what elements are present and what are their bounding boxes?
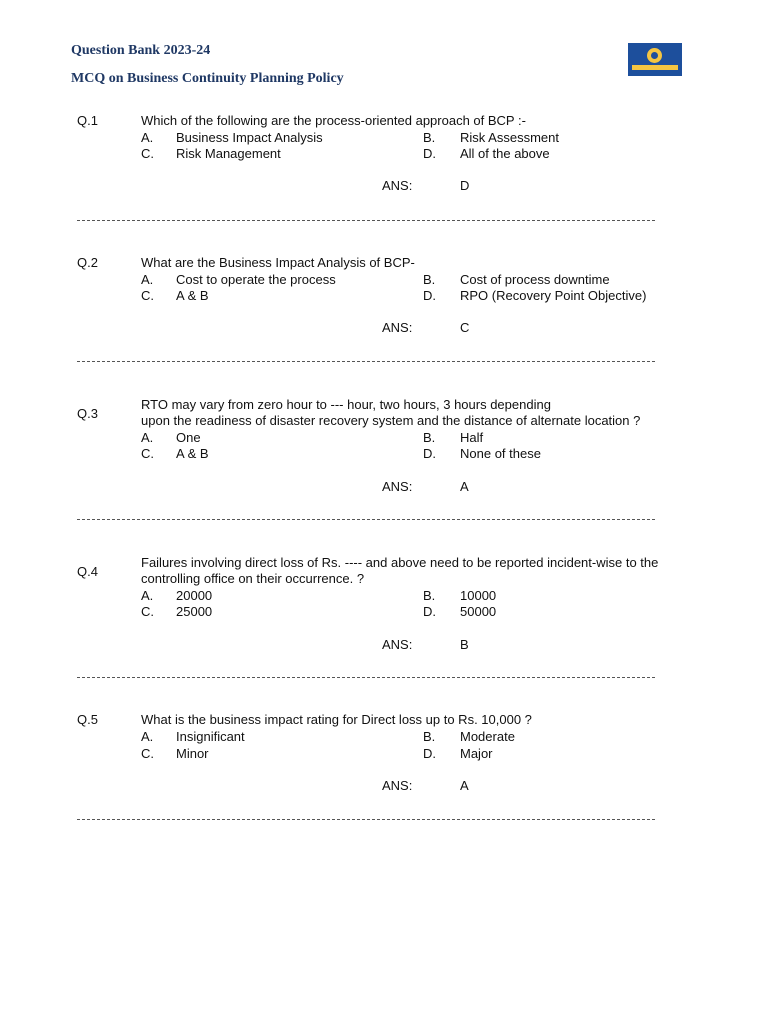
answer-value: B: [460, 637, 469, 652]
option-letter: C.: [141, 288, 154, 303]
option-c: 25000: [176, 604, 213, 619]
answer-label: ANS:: [382, 178, 413, 193]
answer-label: ANS:: [382, 637, 413, 652]
option-b: Half: [460, 430, 484, 445]
option-letter: C.: [141, 604, 154, 619]
option-letter: A.: [141, 130, 154, 145]
option-d: 50000: [460, 604, 497, 619]
option-letter: D.: [423, 446, 436, 461]
option-d: None of these: [460, 446, 541, 461]
question-text: Which of the following are the process-oriented approach of BCP :-: [141, 113, 526, 128]
question-number: Q.1: [77, 113, 98, 128]
option-d: Major: [460, 746, 493, 761]
option-letter: B.: [423, 729, 436, 744]
option-d: All of the above: [460, 146, 550, 161]
option-b: Risk Assessment: [460, 130, 559, 145]
question-text: What is the business impact rating for Direct loss up to Rs. 10,000 ?: [141, 712, 532, 727]
question-text-line-2: controlling office on their occurrence. ?: [141, 571, 365, 586]
section-divider: [77, 677, 655, 678]
option-letter: A.: [141, 729, 154, 744]
option-letter: A.: [141, 588, 154, 603]
answer-value: D: [460, 178, 470, 193]
option-c: Risk Management: [176, 146, 281, 161]
question-number: Q.4: [77, 564, 98, 579]
answer-label: ANS:: [382, 479, 413, 494]
answer-value: A: [460, 479, 469, 494]
section-divider: [77, 819, 655, 820]
section-divider: [77, 220, 655, 221]
option-letter: A.: [141, 430, 154, 445]
question-number: Q.3: [77, 406, 98, 421]
bank-logo-icon: [628, 43, 682, 76]
option-letter: B.: [423, 272, 436, 287]
option-c: A & B: [176, 446, 209, 461]
option-letter: B.: [423, 588, 436, 603]
option-a: One: [176, 430, 201, 445]
answer-value: A: [460, 778, 469, 793]
answer-label: ANS:: [382, 320, 413, 335]
option-letter: D.: [423, 288, 436, 303]
option-b: 10000: [460, 588, 497, 603]
option-letter: B.: [423, 430, 436, 445]
option-a: 20000: [176, 588, 213, 603]
document-subtitle: MCQ on Business Continuity Planning Policy: [71, 71, 344, 86]
option-b: Moderate: [460, 729, 515, 744]
option-letter: D.: [423, 746, 436, 761]
option-a: Insignificant: [176, 729, 245, 744]
document-title: Question Bank 2023-24: [71, 43, 211, 58]
question-text: What are the Business Impact Analysis of BCP-: [141, 255, 415, 270]
option-a: Business Impact Analysis: [176, 130, 323, 145]
option-letter: C.: [141, 746, 154, 761]
option-b: Cost of process downtime: [460, 272, 610, 287]
answer-label: ANS:: [382, 778, 413, 793]
question-text-line-2: upon the readiness of disaster recovery system and the distance of alternate location ?: [141, 413, 641, 428]
question-number: Q.5: [77, 712, 98, 727]
option-a: Cost to operate the process: [176, 272, 336, 287]
option-letter: D.: [423, 146, 436, 161]
question-number: Q.2: [77, 255, 98, 270]
section-divider: [77, 519, 655, 520]
option-letter: B.: [423, 130, 436, 145]
option-letter: D.: [423, 604, 436, 619]
option-letter: C.: [141, 446, 154, 461]
question-text-line-1: Failures involving direct loss of Rs. ---- and above need to be reported incident-wise to the: [141, 555, 659, 570]
section-divider: [77, 361, 655, 362]
option-letter: C.: [141, 146, 154, 161]
document-header: [71, 42, 344, 88]
option-c: Minor: [176, 746, 209, 761]
option-c: A & B: [176, 288, 209, 303]
answer-value: C: [460, 320, 470, 335]
option-letter: A.: [141, 272, 154, 287]
question-text-line-1: RTO may vary from zero hour to --- hour, two hours, 3 hours depending: [141, 397, 551, 412]
option-d: RPO (Recovery Point Objective): [460, 288, 647, 303]
